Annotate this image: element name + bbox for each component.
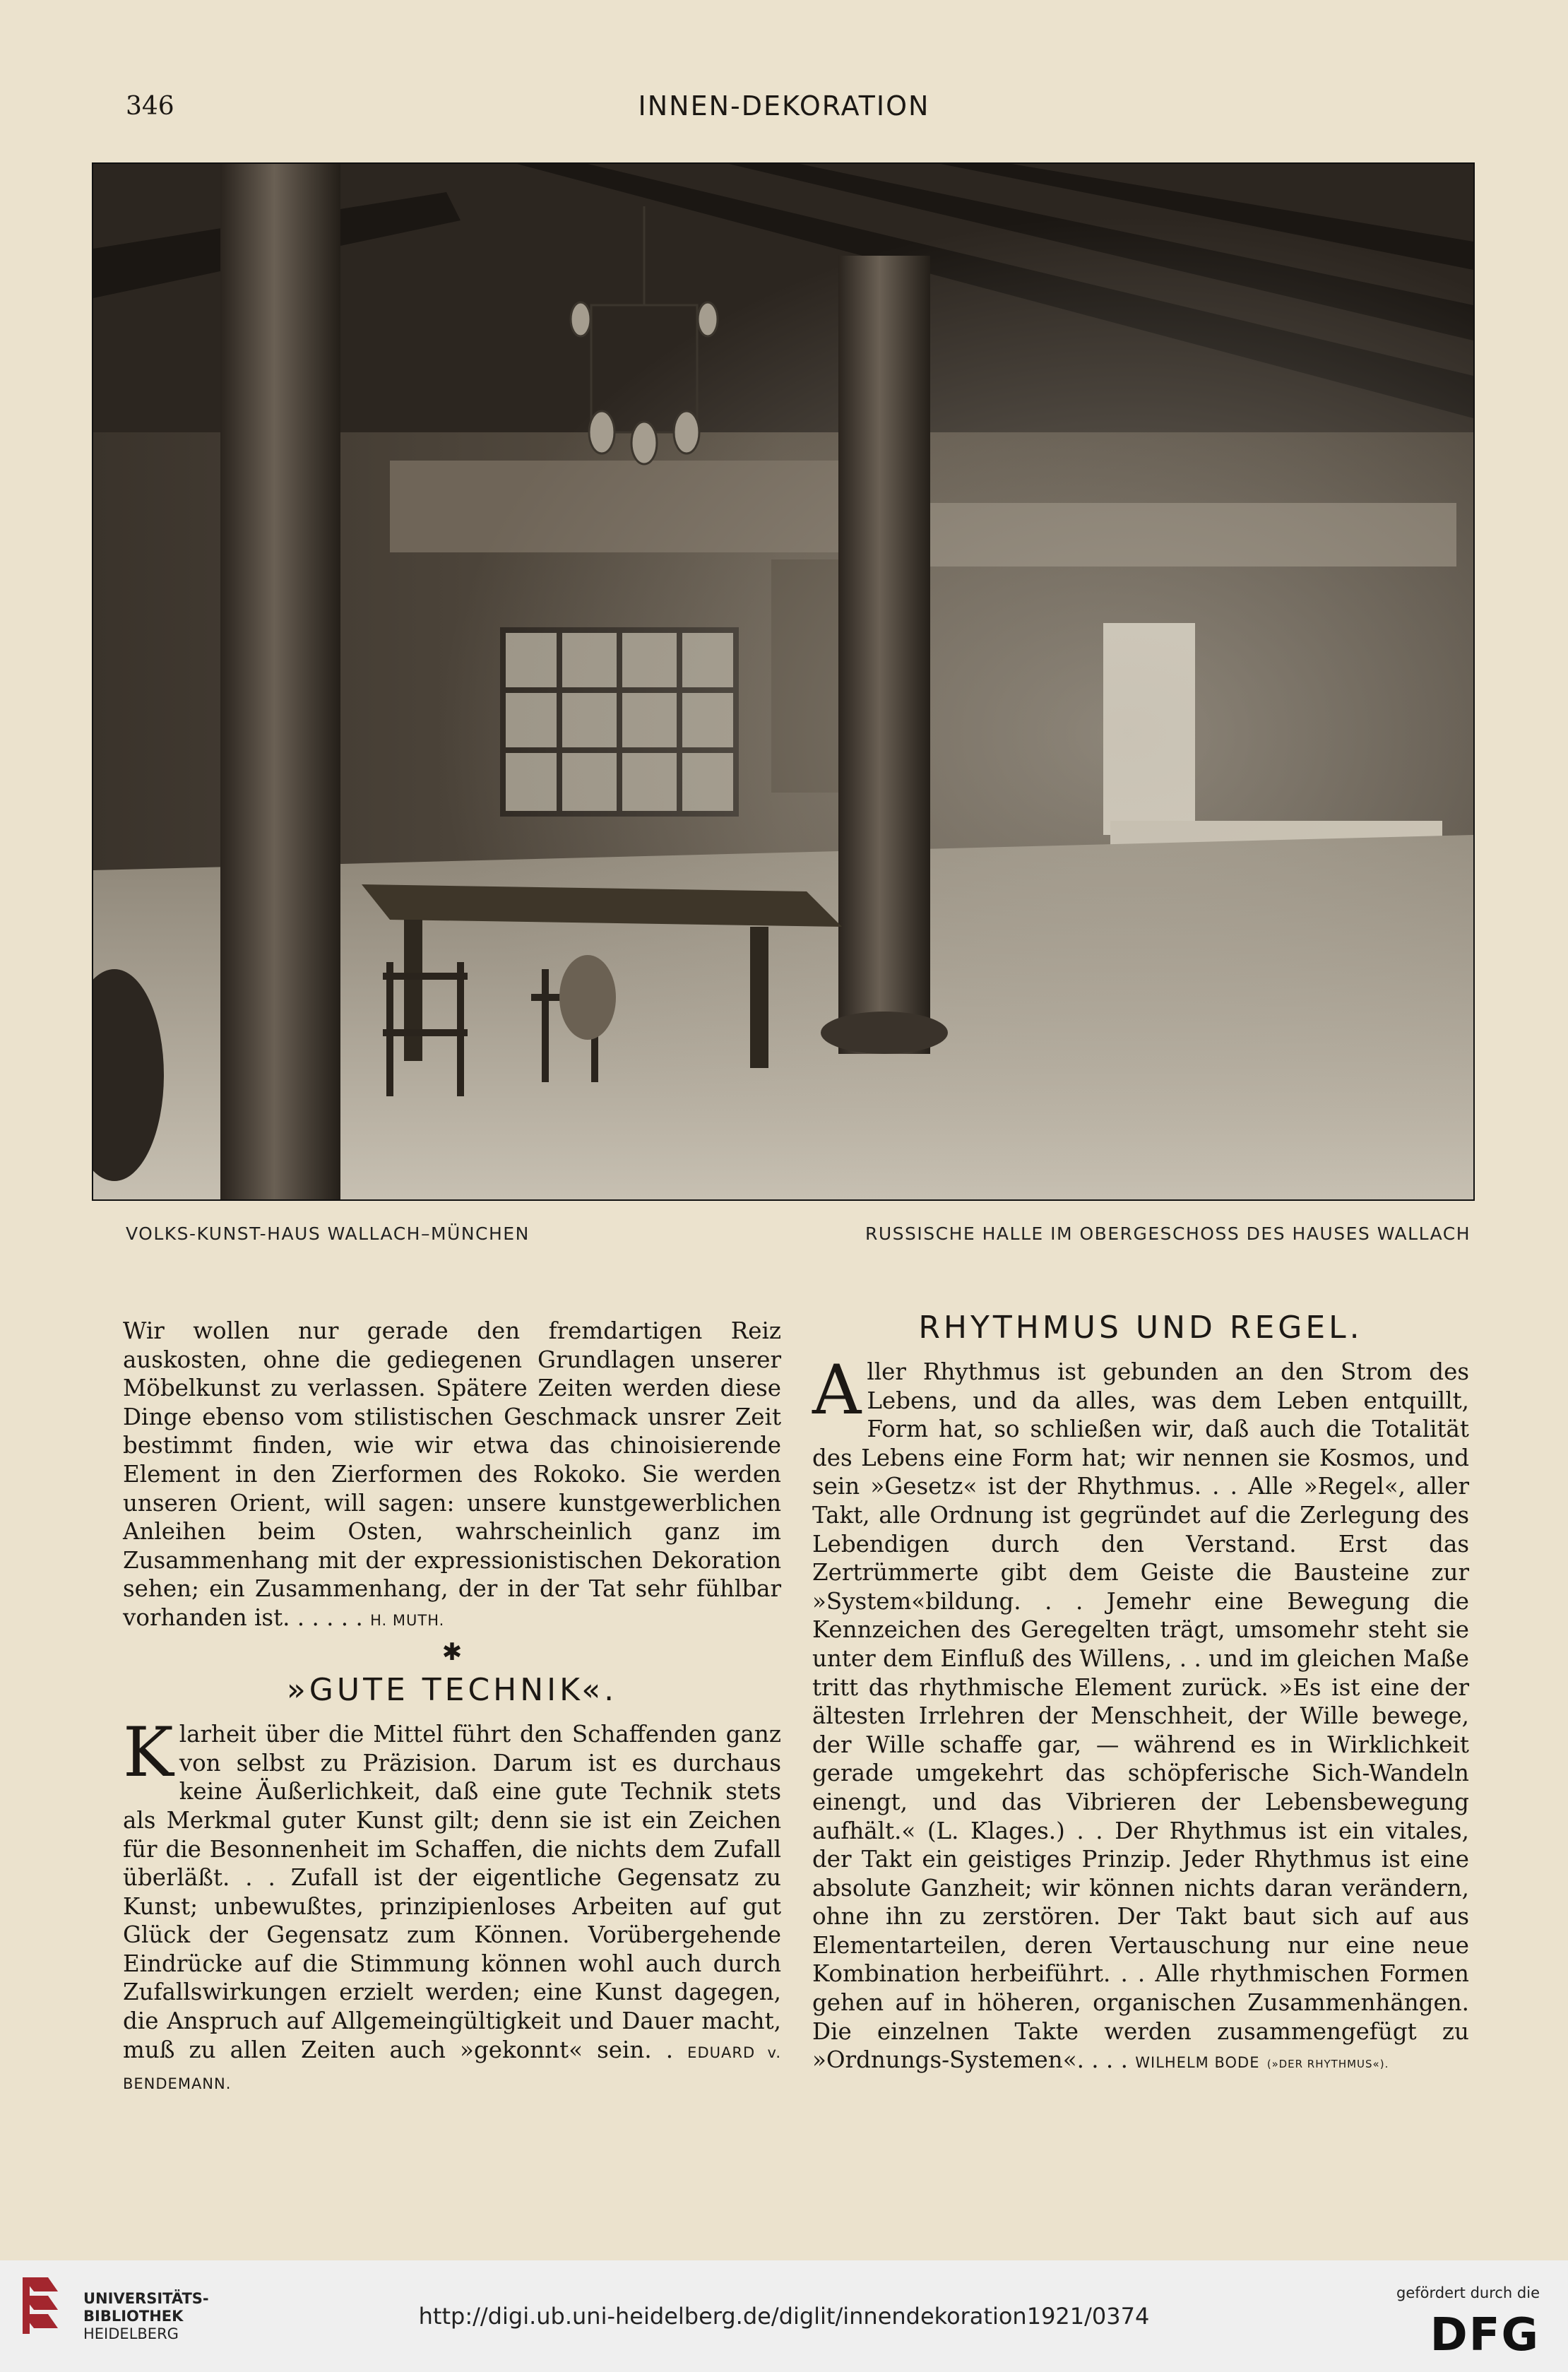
digitization-footer: [0, 2260, 1568, 2372]
paragraph-text: ller Rhythmus ist gebunden an den Strom des Lebens, und da alles, was dem Leben entquillt, Form hat, so schließen wir, daß auch die Totalität des Lebens eine Form hat; wir nennen sie Kosmos, und sein »Gesetz« ist der Rhythmus. . . Alle »Regel«, aller Takt, alle Ordnung ist gegründet auf die Zerlegung des Lebendigen durch den Verstand. Erst das Zertrümmerte gibt dem Geiste die Bausteine zur »System«bildung. . . Jemehr eine Bewegung die Kennzeichen des Geregelten trägt, umsomehr steht sie unter dem Einfluß des Willens, . . und im gleichen Maße tritt das rhythmische Element zurück. »Es ist eine der ältesten Irrlehren der Menschheit, der Wille bewege, der Wille schaffe gar, — während es in Wirklichkeit gerade umgekehrt das schöpferische Sich-Wandeln einengt, und das Vibrieren der Lebensbewegung aufhält.« (L. Klages.) . . Der Rhythmus ist ein vitales, der Takt ein geistiges Prinzip. Jeder Rhythmus ist eine absolute Ganzheit; wir können nichts daran verändern, ohne ihn zu zerstören. Der Takt baut sich auf aus Elementarteilen, deren Vertauschung nur eine neue Kombination herbeiführt. . . Alle rhythmischen Formen gehen auf in höheren, organischen Zusammenhängen. Die einzelnen Takte werden zusammengefügt zu »Ordnungs-Systemen«. . . .: [812, 1358, 1469, 2074]
left-column: [123, 1317, 781, 2099]
author-signature: EDUARD v. BENDEMANN.: [123, 2044, 781, 2093]
institution-line: HEIDELBERG: [83, 2325, 179, 2342]
page-number: 346: [126, 92, 174, 121]
author-signature: H. MUTH.: [370, 1611, 445, 1629]
section-heading: »GUTE TECHNIK«.: [286, 1672, 618, 1709]
drop-cap: A: [812, 1351, 862, 1430]
funding-label: gefördert durch die: [1396, 2284, 1540, 2301]
running-title: INNEN-DEKORATION: [638, 90, 930, 121]
section-separator: ✱: [441, 1637, 463, 1666]
article-paragraph: [812, 1351, 1469, 2079]
drop-cap: K: [123, 1713, 174, 1793]
source-reference: (»DER RHYTHMUS«).: [1266, 2058, 1389, 2071]
figure-caption-right: RUSSISCHE HALLE IM OBERGESCHOSS DES HAUSES WALLACH: [865, 1223, 1471, 1244]
interior-photograph: [92, 162, 1475, 1201]
paragraph-text: Wir wollen nur gerade den fremdartigen Reiz auskosten, ohne die gediegenen Grundlagen unserer Möbelkunst zu verlassen. Spätere Zeiten werden diese Dinge ebenso vom stilistischen Geschmack unsrer Zeit bestimmt finden, wie wir etwa das chinoisierende Element in den Zierformen des Rokoko. Sie werden unseren Orient, will sagen: unsere kunstgewerblichen Anleihen beim Osten, wahrscheinlich ganz im Zusammenhang mit der expressionistischen Dekoration sehen; ein Zusammenhang, der in der Tat sehr fühlbar vorhanden ist. . . . . .: [123, 1317, 781, 1631]
permalink-url[interactable]: http://digi.ub.uni-heidelberg.de/diglit/innendekoration1921/0374: [418, 2303, 1150, 2330]
article-paragraph: [123, 1317, 781, 1635]
author-signature: WILHELM BODE: [1135, 2054, 1260, 2072]
institution-line: UNIVERSITÄTS-: [83, 2290, 209, 2307]
right-column: [812, 1308, 1469, 2079]
figure-caption-left: VOLKS-KUNST-HAUS WALLACH–MÜNCHEN: [126, 1223, 530, 1244]
section-heading: RHYTHMUS UND REGEL.: [918, 1310, 1363, 1346]
dfg-logo: DFG: [1430, 2309, 1540, 2361]
institution-line: BIBLIOTHEK: [83, 2308, 184, 2325]
article-paragraph: [123, 1713, 781, 2099]
paragraph-text: larheit über die Mittel führt den Schaffenden ganz von selbst zu Präzision. Darum ist es durchaus keine Äußerlichkeit, daß eine gute Technik stets als Merkmal guter Kunst gilt; denn sie ist ein Zeichen für die Besonnenheit im Schaffen, die nichts dem Zufall überläßt. . . Zufall ist der eigentliche Gegensatz zu Kunst; unbewußtes, prinzipienloses Arbeiten auf gut Glück der Gegensatz zum Können. Vorübergehende Eindrücke auf die Stimmung können wohl auch durch Zufallswirkungen erzielt werden; eine Kunst dagegen, die Anspruch auf Allgemeingültigkeit und Dauer macht, muß zu allen Zeiten auch »gekonnt« sein. .: [123, 1721, 781, 2063]
